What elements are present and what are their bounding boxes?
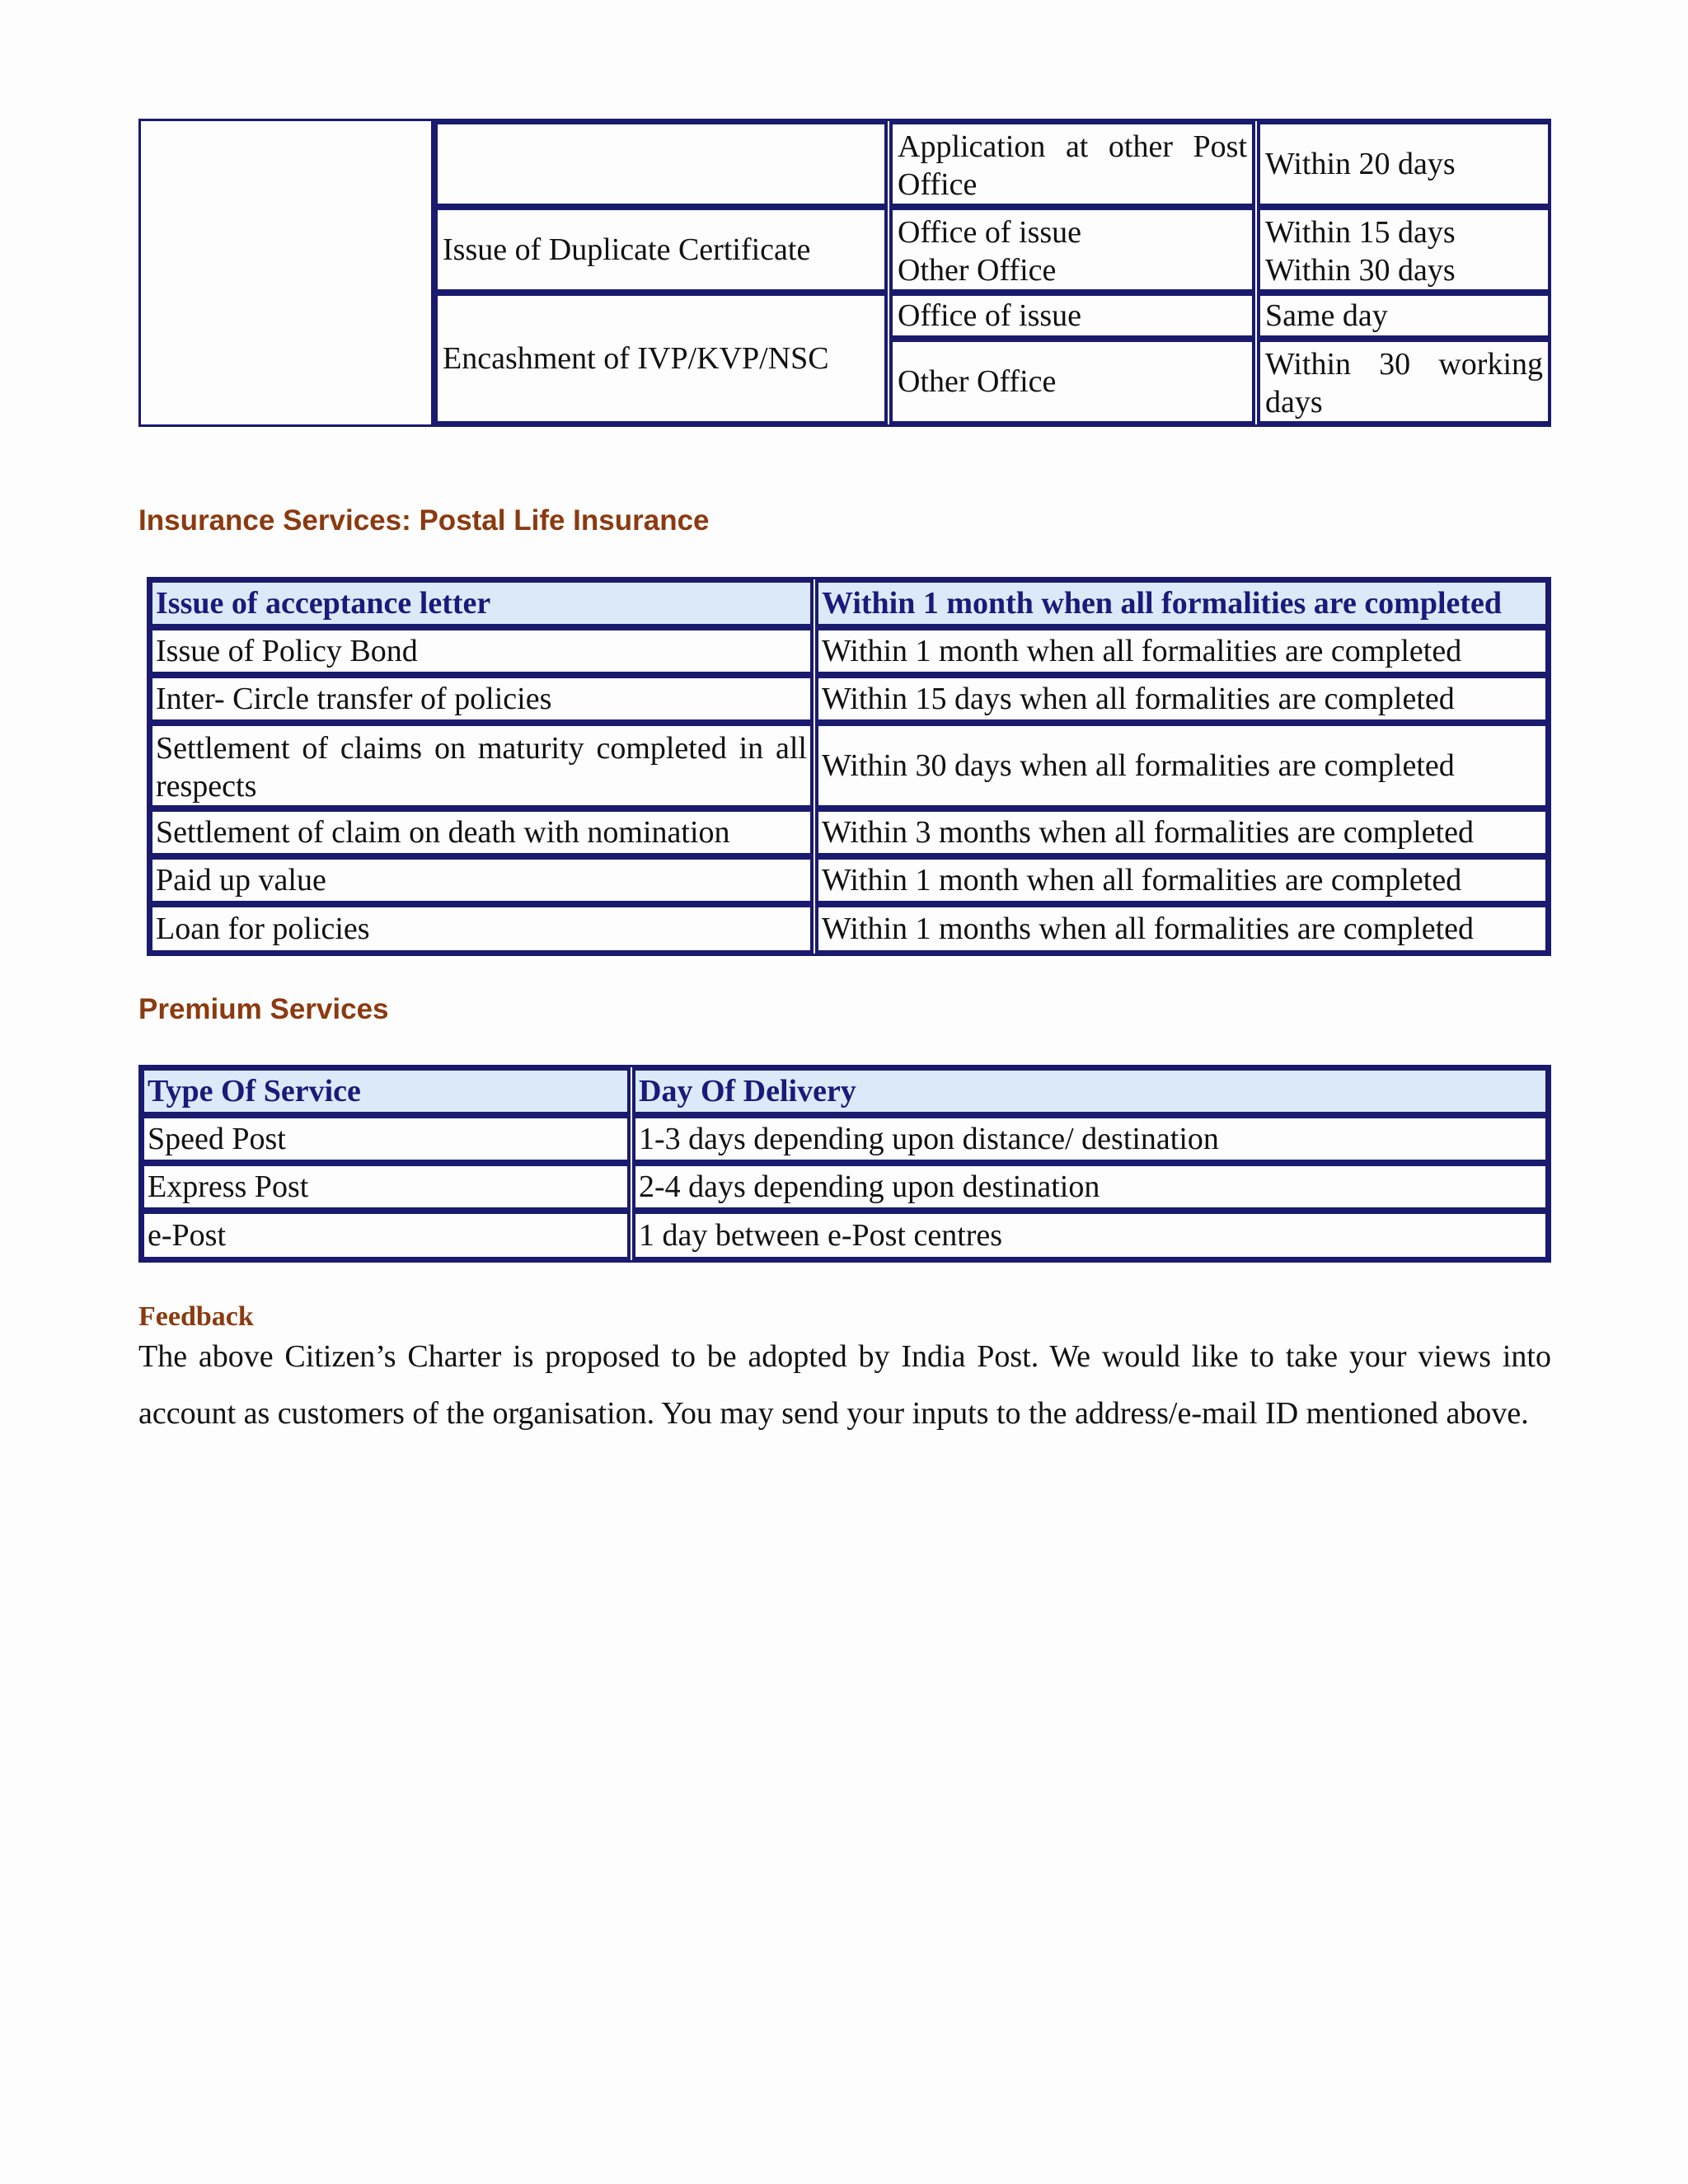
time-text: Same day (1265, 298, 1388, 333)
location-text: Office of issue (898, 298, 1082, 333)
delivery-text: 1-3 days depending upon distance/ destination (639, 1122, 1219, 1156)
delivery-cell (632, 1115, 1549, 1163)
premium-heading: Premium Services (138, 993, 389, 1025)
savings-services-table (138, 119, 1551, 427)
feedback-heading: Feedback (138, 1301, 254, 1332)
time-cell (815, 856, 1549, 904)
table-row (149, 723, 1549, 808)
table-row (149, 675, 1549, 723)
document-cell (434, 293, 888, 424)
time-cell (815, 627, 1549, 675)
header-text: Issue of acceptance letter (156, 586, 491, 621)
document-text: Encashment of IVP/KVP/NSC (443, 341, 829, 376)
time-cell (1257, 339, 1551, 424)
time-text: Within 15 days (1265, 215, 1456, 250)
service-text: Paid up value (156, 863, 326, 898)
document-text: Issue of Duplicate Certificate (443, 232, 811, 267)
location-text: Application at other Post Office (898, 129, 1247, 202)
location-text: Other Office (898, 364, 1057, 399)
service-cell (141, 1163, 631, 1211)
feedback-paragraph: The above Citizen’s Charter is proposed to be adopted by India Post. We would like to take your views into account as customers of the organisation. You may send your inputs to the address/e-mail ID mentioned above. (138, 1339, 1551, 1431)
delivery-text: 1 day between e-Post centres (639, 1218, 1003, 1253)
service-cell (141, 1211, 631, 1260)
time-cell (815, 675, 1549, 723)
time-text: Within 1 months when all formalities are completed (822, 912, 1474, 946)
time-cell (815, 904, 1549, 954)
table-row (141, 1163, 1549, 1211)
header-cell-time (815, 579, 1549, 627)
table-header-row (149, 579, 1549, 627)
header-text: Within 1 month when all formalities are completed (822, 586, 1503, 621)
service-text: Express Post (148, 1169, 309, 1204)
table-row (149, 904, 1549, 954)
delivery-text: 2-4 days depending upon destination (639, 1169, 1100, 1204)
location-cell (889, 339, 1255, 424)
document-cell-empty (434, 121, 888, 207)
table-row (141, 1115, 1549, 1163)
insurance-table (147, 577, 1551, 956)
header-cell-service (149, 579, 814, 627)
premium-table (138, 1065, 1551, 1263)
service-text: e-Post (148, 1218, 226, 1253)
service-text: Settlement of claim on death with nomination (156, 815, 730, 850)
time-cell (1257, 207, 1551, 293)
service-text: Settlement of claims on maturity completed in all respects (156, 731, 807, 804)
time-text: Within 30 days when all formalities are completed (822, 748, 1455, 783)
service-cell (149, 808, 814, 856)
service-cell (149, 856, 814, 904)
table-header-row (141, 1067, 1549, 1115)
service-cell (149, 627, 814, 675)
time-text: Within 30 working days (1265, 347, 1543, 419)
service-cell (149, 904, 814, 954)
table-row (141, 1211, 1549, 1260)
time-text: Within 1 month when all formalities are completed (822, 634, 1462, 668)
table-row (149, 856, 1549, 904)
service-text: Speed Post (148, 1122, 286, 1156)
service-text: Inter- Circle transfer of policies (156, 682, 552, 716)
time-text: Within 20 days (1265, 147, 1456, 181)
time-cell (815, 723, 1549, 808)
time-text: Within 3 months when all formalities are completed (822, 815, 1474, 850)
empty-category-cell (141, 121, 434, 424)
insurance-heading: Insurance Services: Postal Life Insurance (138, 504, 710, 537)
time-cell (815, 808, 1549, 856)
time-cell (1257, 121, 1551, 207)
header-text: Type Of Service (148, 1074, 361, 1108)
location-cell (889, 207, 1255, 293)
header-text: Day Of Delivery (639, 1074, 856, 1108)
delivery-cell (632, 1163, 1549, 1211)
header-cell-service (141, 1067, 631, 1115)
location-text: Office of issue (898, 215, 1082, 250)
location-text: Other Office (898, 253, 1057, 288)
table-row (149, 808, 1549, 856)
time-cell (1257, 293, 1551, 339)
location-cell (889, 293, 1255, 339)
service-cell (141, 1115, 631, 1163)
time-text: Within 15 days when all formalities are completed (822, 682, 1455, 716)
service-text: Loan for policies (156, 912, 370, 946)
service-cell (149, 675, 814, 723)
time-text: Within 30 days (1265, 253, 1456, 288)
table-row (149, 627, 1549, 675)
header-cell-delivery (632, 1067, 1549, 1115)
time-text: Within 1 month when all formalities are completed (822, 863, 1462, 898)
location-cell (889, 121, 1255, 207)
service-text: Issue of Policy Bond (156, 634, 418, 668)
service-cell (149, 723, 814, 808)
delivery-cell (632, 1211, 1549, 1260)
document-cell (434, 207, 888, 293)
